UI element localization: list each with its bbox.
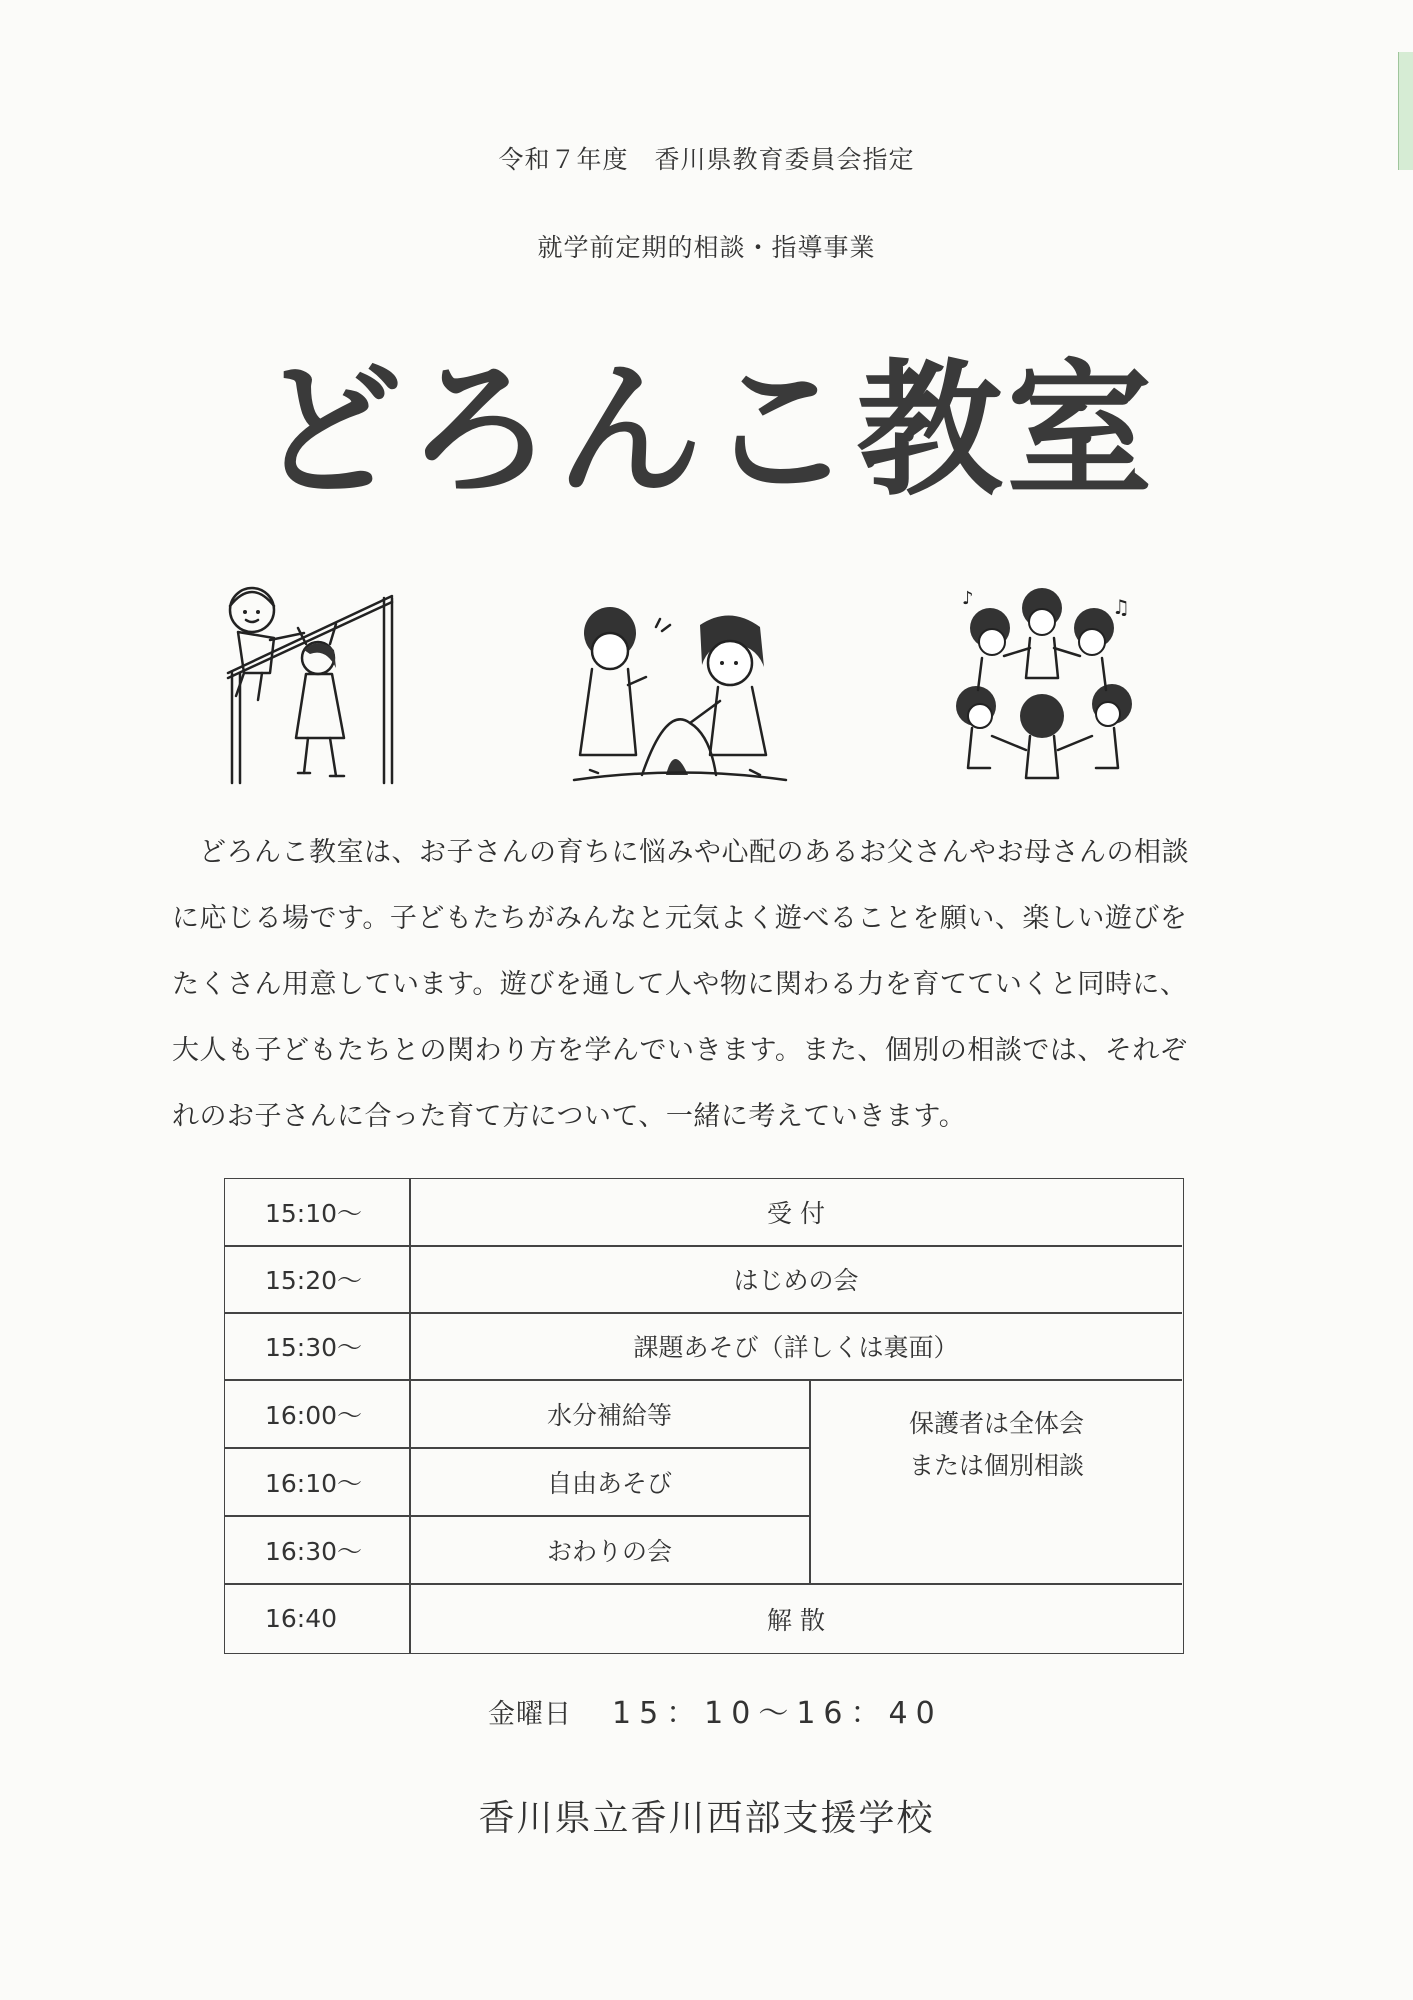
intro-text: どろんこ教室は、お子さんの育ちに悩みや心配のあるお父さんやお母さんの相談に応じる場です。子どもたちがみんなと元気よく遊べることを願い、楽しい遊びをたくさん用意しています。遊びを通して人や物に関わる力を育てていくと同時に、大人も子どもたちとの関わり方を学んでいきます。また、個別の相談では、それぞれのお子さんに合った育て方について、一緒に考えていきます。	[172, 837, 1189, 1132]
schedule-activity: 自由あそび	[546, 1468, 672, 1498]
svg-text:♪: ♪	[962, 588, 974, 609]
intro-paragraph	[172, 820, 1202, 1150]
schedule-time: 15:30～	[265, 1333, 363, 1362]
program-line: 就学前定期的相談・指導事業	[537, 233, 876, 262]
schedule-time: 15:10～	[265, 1199, 363, 1228]
schedule-time: 15:20～	[265, 1266, 363, 1295]
parent-note	[811, 1380, 1182, 1510]
schedule-time: 16:30～	[265, 1536, 363, 1566]
designation-line: 令和７年度 香川県教育委員会指定	[498, 145, 915, 174]
children-dancing-in-circle-illustration	[942, 586, 1142, 786]
schedule-activity: 解 散	[767, 1605, 825, 1635]
meeting-day: 金曜日	[488, 1699, 572, 1730]
schedule-activity: 課題あそび（詳しくは裏面）	[633, 1333, 959, 1362]
schedule-table	[224, 1178, 1184, 1654]
children-on-horizontal-bar-illustration	[214, 578, 414, 790]
svg-text:♫: ♫	[1112, 595, 1130, 619]
school-name: 香川県立香川西部支援学校	[478, 1798, 935, 1839]
meeting-time	[488, 1688, 943, 1732]
schedule-activity: はじめの会	[733, 1266, 859, 1295]
schedule-time: 16:10～	[265, 1468, 363, 1498]
schedule-time: 16:40	[265, 1604, 338, 1633]
schedule-activity: 受 付	[767, 1199, 825, 1228]
schedule-activity: 水分補給等	[546, 1400, 672, 1430]
schedule-activity: おわりの会	[546, 1536, 672, 1566]
parent-note-line: 保護者は全体会	[908, 1409, 1084, 1438]
schedule-time: 16:00～	[265, 1400, 363, 1430]
page-title: どろんこ教室	[256, 346, 1157, 516]
children-making-sand-tunnel-illustration	[570, 605, 790, 790]
meeting-hours: 15：10～16：40	[612, 1696, 943, 1731]
parent-note-line: または個別相談	[908, 1451, 1084, 1480]
